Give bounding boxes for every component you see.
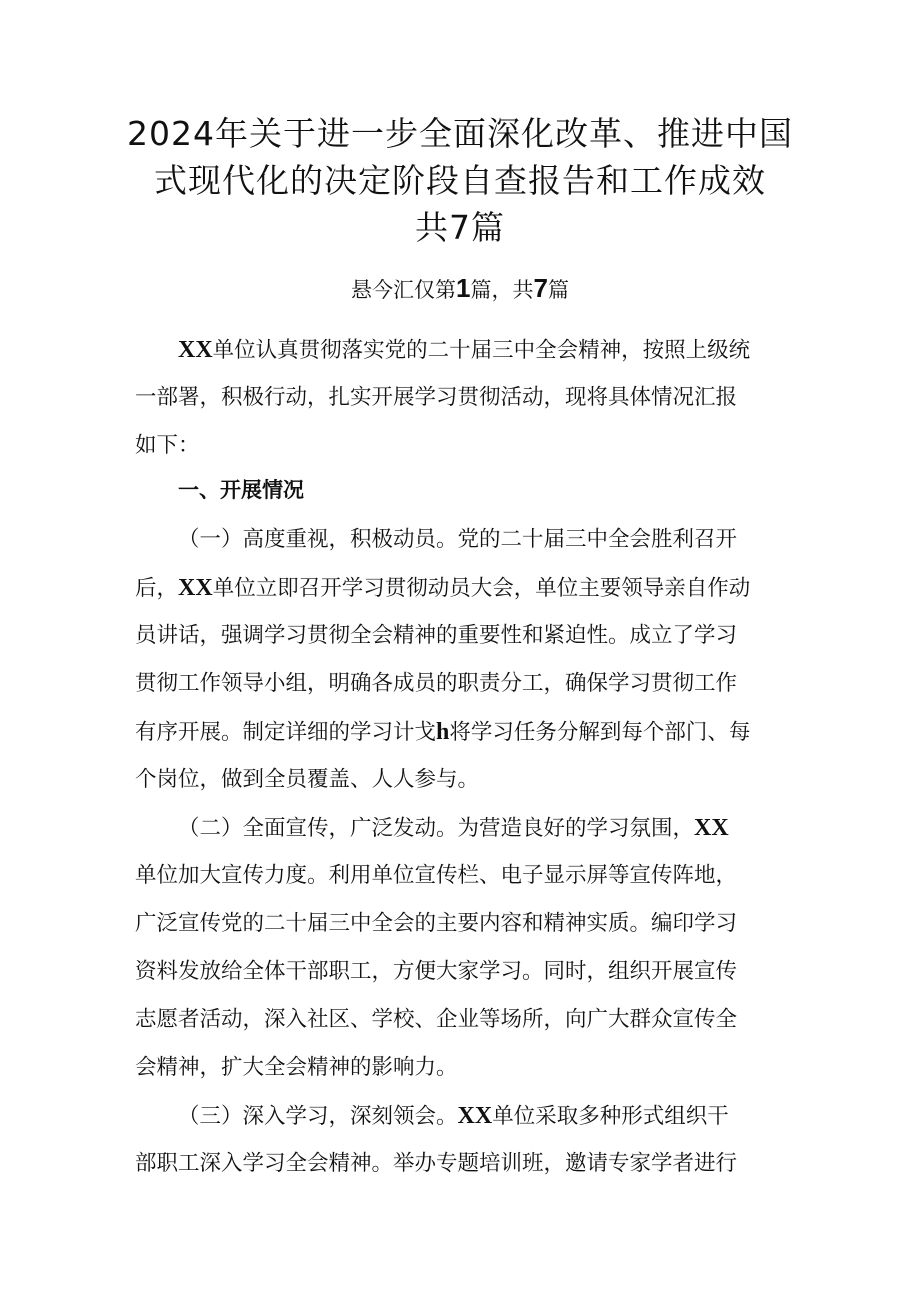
intro-unit-placeholder: XX <box>178 337 213 363</box>
title-line-3: 共7篇 <box>415 208 505 247</box>
para1-line-6: 个岗位，做到全员覆盖、人人参与。 <box>135 767 480 792</box>
intro-line-3: 如下： <box>135 433 200 458</box>
subtitle-number-total: 7 <box>533 273 548 303</box>
para2-line-1 <box>135 804 795 852</box>
para1-stray-char: h <box>436 719 450 745</box>
para3-unit-placeholder: XX <box>457 1103 493 1129</box>
intro-line-1 <box>135 326 795 374</box>
para1-line-5 <box>135 708 795 756</box>
title-line-2: 式现代化的决定阶段自查报告和工作成效 <box>154 161 766 200</box>
paragraph-1 <box>135 516 795 804</box>
para3-line-1-prefix: （三）深入学习，深刻领会。 <box>178 1104 458 1129</box>
para1-line-3: 员讲话，强调学习贯彻全会精神的重要性和紧迫性。成立了学习 <box>135 623 738 648</box>
intro-paragraph <box>135 326 795 470</box>
para2-line-3: 广泛宣传党的二十届三中全会的主要内容和精神实质。编印学习 <box>135 911 738 936</box>
para2-line-1-text: （二）全面宣传，广泛发动。为营造良好的学习氛围， <box>178 816 695 841</box>
para3-line-1-text: 单位采取多种形式组织干 <box>492 1104 729 1129</box>
intro-line-2: 一部署，积极行动，扎实开展学习贯彻活动，现将具体情况汇报 <box>135 385 738 410</box>
subtitle-prefix: 悬今汇仅第 <box>351 278 457 302</box>
para2-line-2: 单位加大宣传力度。利用单位宣传栏、电子显示屏等宣传阵地， <box>135 863 738 888</box>
para1-line-2-text: 单位立即召开学习贯彻动员大会，单位主要领导亲自作动 <box>212 576 751 601</box>
para1-line-5-text: 将学习任务分解到每个部门、每 <box>449 720 751 745</box>
para1-line-1: （一）高度重视，积极动员。党的二十届三中全会胜利召开 <box>178 527 738 552</box>
para2-line-5: 志愿者活动，深入社区、学校、企业等场所，向广大群众宣传全 <box>135 1007 738 1032</box>
subtitle-suffix: 篇 <box>547 278 569 302</box>
document-subtitle <box>120 272 800 306</box>
para1-line-2 <box>135 564 795 612</box>
para2-line-4: 资料发放给全体干部职工，方便大家学习。同时，组织开展宣传 <box>135 959 738 984</box>
subtitle-number-current: 1 <box>456 273 471 303</box>
subtitle-middle: 篇，共 <box>470 278 534 302</box>
intro-line-1-text: 单位认真贯彻落实党的二十届三中全会精神，按照上级统 <box>212 338 751 363</box>
para3-line-2: 部职工深入学习全会精神。举办专题培训班，邀请专家学者进行 <box>135 1151 738 1176</box>
para1-unit-placeholder: XX <box>178 575 213 601</box>
paragraph-3 <box>135 1092 795 1188</box>
title-line-1: 2024年关于进一步全面深化改革、推进中国 <box>127 114 793 153</box>
paragraph-2 <box>135 804 795 1092</box>
para1-line-2-prefix: 后， <box>135 576 179 601</box>
para2-unit-placeholder: XX <box>694 815 729 841</box>
para3-line-1 <box>135 1092 795 1140</box>
para1-line-5-prefix: 有序开展。制定详细的学习计戈 <box>135 720 437 745</box>
document-title <box>120 110 800 251</box>
section-heading-1: 一、开展情况 <box>178 478 304 502</box>
para2-line-6: 会精神，扩大全会精神的影响力。 <box>135 1055 458 1080</box>
para1-line-4: 贯彻工作领导小组，明确各成员的职责分工，确保学习贯彻工作 <box>135 671 738 696</box>
